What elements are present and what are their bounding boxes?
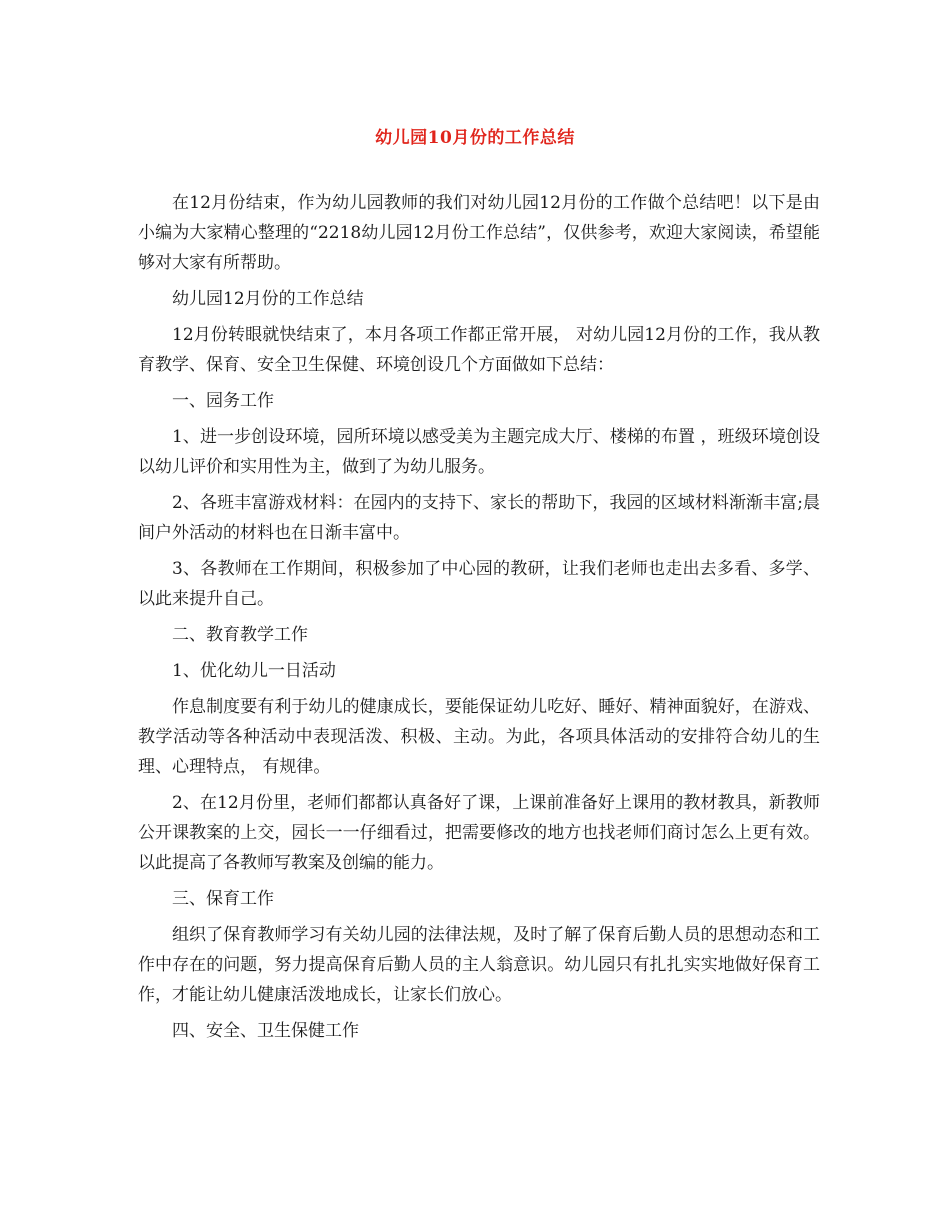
paragraph-teacher-research: 3、各教师在工作期间，积极参加了中心园的教研，让我们老师也走出去多看、多学、以此来提升自己。 [138,559,820,609]
paragraph-lesson-prep: 2、在12月份里，老师们都都认真备好了课，上课前准备好上课用的教材教具，新教师公开课教案的上交，园长一一仔细看过，把需要修改的地方也找老师们商讨怎么上更有效。以此提高了各教师写教案及创编的能力。 [138,793,820,873]
paragraph-subtitle: 幼儿园12月份的工作总结 [172,289,364,309]
section-heading-garden-affairs: 一、园务工作 [172,391,274,411]
section-heading-teaching: 二、教育教学工作 [172,625,308,645]
paragraph-care-work: 组织了保育教师学习有关幼儿园的法律法规，及时了解了保育后勤人员的思想动态和工作中存在的问题，努力提高保育后勤人员的主人翁意识。幼儿园只有扎扎实实地做好保育工作，才能让幼儿健康活泼地成长，让家长们放心。 [138,925,820,1005]
document-title: 幼儿园10月份的工作总结 [375,128,575,148]
paragraph-intro: 在12月份结束，作为幼儿园教师的我们对幼儿园12月份的工作做个总结吧！以下是由小编为大家精心整理的“2218幼儿园12月份工作总结”，仅供参考，欢迎大家阅读，希望能够对大家有所帮助。 [138,193,820,273]
section-heading-care: 三、保育工作 [172,889,274,909]
paragraph-game-materials: 2、各班丰富游戏材料：在园内的支持下、家长的帮助下，我园的区域材料渐渐丰富;晨间户外活动的材料也在日渐丰富中。 [138,493,820,543]
section-heading-safety: 四、安全、卫生保健工作 [172,1021,359,1041]
document-body [138,188,820,1052]
paragraph-overview: 12月份转眼就快结束了，本月各项工作都正常开展， 对幼儿园12月份的工作，我从教育教学、保育、安全卫生保健、环境创设几个方面做如下总结： [138,325,820,375]
subheading-daily-activity: 1、优化幼儿一日活动 [172,661,336,681]
paragraph-schedule: 作息制度要有利于幼儿的健康成长，要能保证幼儿吃好、睡好、精神面貌好，在游戏、教学活动等各种活动中表现活泼、积极、主动。为此，各项具体活动的安排符合幼儿的生理、心理特点， 有规律。 [138,697,820,777]
paragraph-environment: 1、进一步创设环境，园所环境以感受美为主题完成大厅、楼梯的布置 ，班级环境创设以幼儿评价和实用性为主，做到了为幼儿服务。 [138,427,820,477]
